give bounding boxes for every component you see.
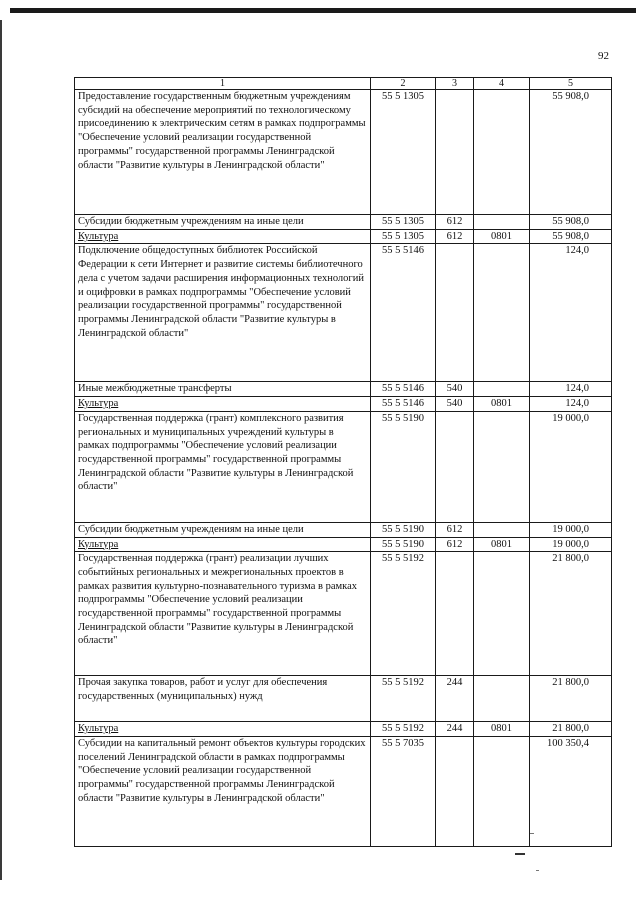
row-amount: 55 908,0 [530, 90, 612, 215]
row-kind [436, 552, 474, 676]
row-name: Культура [75, 722, 371, 737]
row-section [474, 676, 530, 722]
row-kind [436, 411, 474, 522]
row-code: 55 5 1305 [371, 229, 436, 244]
row-section: 0801 [474, 722, 530, 737]
header-col-2: 2 [371, 78, 436, 90]
header-col-1: 1 [75, 78, 371, 90]
row-kind: 244 [436, 676, 474, 722]
row-name: Иные межбюджетные трансферты [75, 382, 371, 397]
top-rule [10, 8, 636, 13]
row-kind [436, 90, 474, 215]
row-name: Субсидии бюджетным учреждениям на иные цели [75, 215, 371, 230]
row-name: Культура [75, 397, 371, 412]
row-kind: 244 [436, 722, 474, 737]
table-row [75, 382, 612, 397]
row-kind: 612 [436, 215, 474, 230]
row-code: 55 5 5192 [371, 676, 436, 722]
row-code: 55 5 5146 [371, 244, 436, 382]
row-section [474, 90, 530, 215]
row-kind: 612 [436, 537, 474, 552]
header-col-3: 3 [436, 78, 474, 90]
row-name: Предоставление государственным бюджетным учреждениям субсидий на обеспечение мероприятий по технологическому присоединению к электрическим сетям в рамках подпрограммы "Обеспечение условий реализации государственной программы" государственной программы Ленинградской области "Развитие культуры в Ленинградской области" [75, 90, 371, 215]
row-name: Подключение общедоступных библиотек Российской Федерации к сети Интернет и развитие системы библиотечного дела с учетом задачи расширения информационных технологий и оцифровки в рамках подпрограммы "Обеспечение условий реализации государственной программы" государственной программы Ленинградской области "Развитие культуры в Ленинградской области" [75, 244, 371, 382]
row-amount: 21 800,0 [530, 722, 612, 737]
row-section [474, 215, 530, 230]
row-code: 55 5 1305 [371, 215, 436, 230]
row-kind: 540 [436, 382, 474, 397]
row-amount: 19 000,0 [530, 411, 612, 522]
table-row [75, 722, 612, 737]
row-section [474, 382, 530, 397]
row-kind: 612 [436, 522, 474, 537]
table-row [75, 397, 612, 412]
row-section: 0801 [474, 397, 530, 412]
row-code: 55 5 5190 [371, 522, 436, 537]
row-kind: 612 [436, 229, 474, 244]
row-name: Прочая закупка товаров, работ и услуг для обеспечения государственных (муниципальных) нужд [75, 676, 371, 722]
scan-artifact [536, 870, 539, 871]
row-amount: 21 800,0 [530, 676, 612, 722]
table-row [75, 676, 612, 722]
table-header-row [75, 78, 612, 90]
row-kind [436, 736, 474, 846]
row-amount: 100 350,4 [530, 736, 612, 846]
row-amount: 55 908,0 [530, 229, 612, 244]
row-amount: 124,0 [530, 244, 612, 382]
row-name: Государственная поддержка (грант) комплексного развития региональных и муниципальных учреждений культуры в рамках подпрограммы "Обеспечение условий реализации государственной программы" государственной программы Ленинградской области "Развитие культуры в Ленинградской области" [75, 411, 371, 522]
row-code: 55 5 7035 [371, 736, 436, 846]
scan-artifact [515, 853, 525, 855]
row-section: 0801 [474, 537, 530, 552]
row-section: 0801 [474, 229, 530, 244]
row-section [474, 244, 530, 382]
table-row [75, 411, 612, 522]
table-row [75, 244, 612, 382]
table-row [75, 522, 612, 537]
scan-artifact [530, 833, 534, 834]
row-code: 55 5 5146 [371, 397, 436, 412]
table-row [75, 215, 612, 230]
row-code: 55 5 5192 [371, 722, 436, 737]
row-section [474, 411, 530, 522]
row-name: Субсидии бюджетным учреждениям на иные цели [75, 522, 371, 537]
row-name: Культура [75, 229, 371, 244]
row-amount: 19 000,0 [530, 537, 612, 552]
page-number: 92 [598, 50, 609, 62]
row-amount: 55 908,0 [530, 215, 612, 230]
row-code: 55 5 5190 [371, 411, 436, 522]
row-code: 55 5 1305 [371, 90, 436, 215]
page-edge [0, 20, 2, 880]
row-code: 55 5 5190 [371, 537, 436, 552]
row-name: Субсидии на капитальный ремонт объектов культуры городских поселений Ленинградской области в рамках подпрограммы "Обеспечение условий реализации государственной программы" государственной программы Ленинградской области "Развитие культуры в Ленинградской области" [75, 736, 371, 846]
row-amount: 124,0 [530, 382, 612, 397]
header-col-5: 5 [530, 78, 612, 90]
table-row [75, 90, 612, 215]
row-section [474, 552, 530, 676]
row-amount: 19 000,0 [530, 522, 612, 537]
table-row [75, 229, 612, 244]
row-name: Культура [75, 537, 371, 552]
row-name: Государственная поддержка (грант) реализации лучших событийных региональных и межрегиональных проектов в рамках развития культурно-познавательного туризма в рамках подпрограммы "Обеспечение условий реализации государственной программы" государственной программы Ленинградской области "Развитие культуры в Ленинградской области" [75, 552, 371, 676]
row-code: 55 5 5146 [371, 382, 436, 397]
header-col-4: 4 [474, 78, 530, 90]
row-amount: 21 800,0 [530, 552, 612, 676]
row-kind: 540 [436, 397, 474, 412]
row-amount: 124,0 [530, 397, 612, 412]
row-kind [436, 244, 474, 382]
row-section [474, 522, 530, 537]
row-code: 55 5 5192 [371, 552, 436, 676]
table-row [75, 537, 612, 552]
table-row [75, 736, 612, 846]
table-row [75, 552, 612, 676]
budget-table [74, 77, 612, 847]
row-section [474, 736, 530, 846]
